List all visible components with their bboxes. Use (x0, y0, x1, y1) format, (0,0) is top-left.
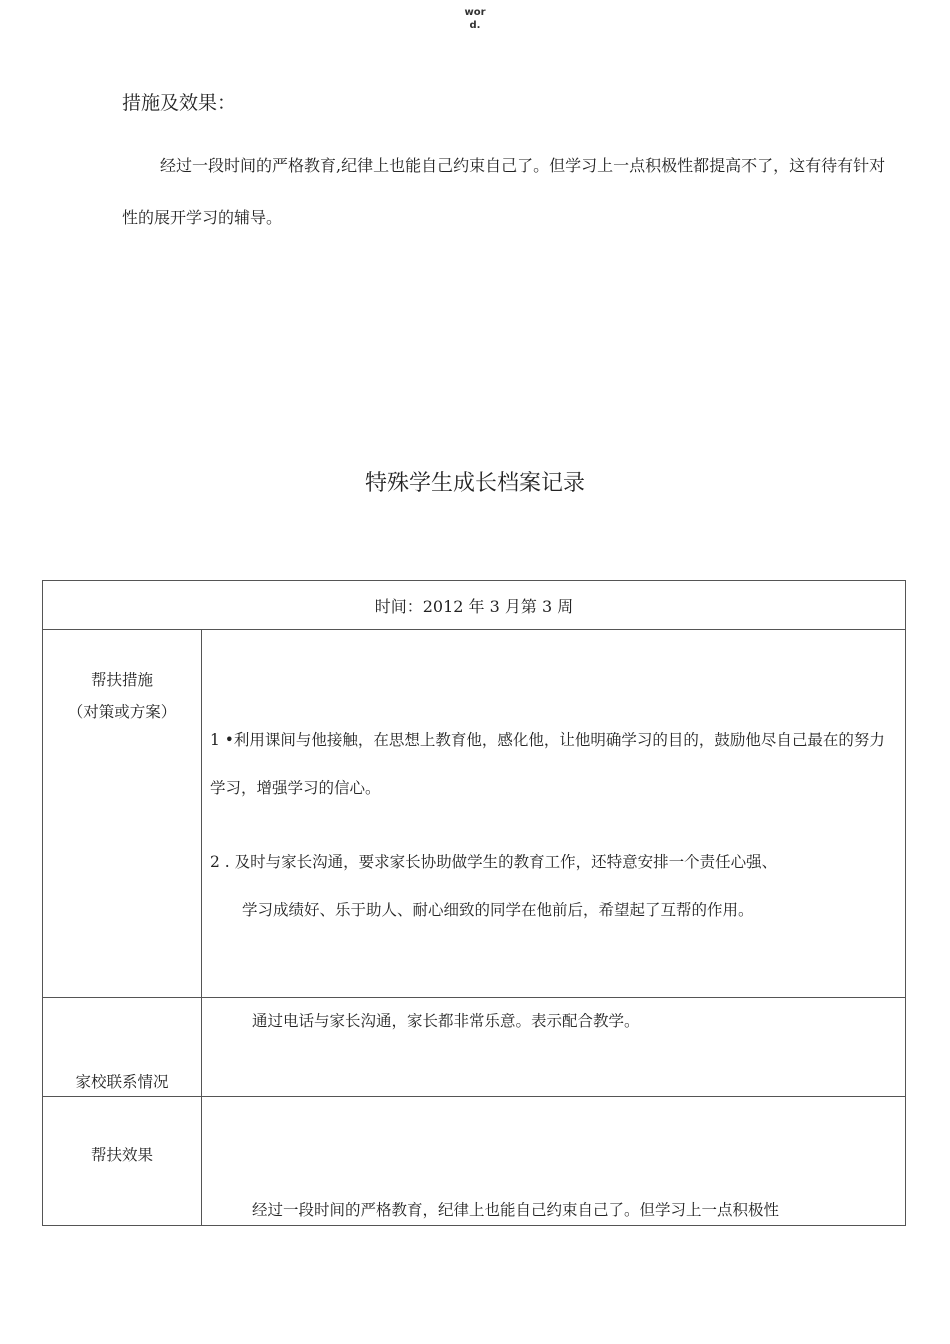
contact-label-cell (43, 998, 202, 1097)
measure-item-1: 1 •利用课间与他接触，在思想上教育他，感化他，让他明确学习的目的，鼓励他尽自己最在的努力学习，增强学习的信心。 (210, 731, 885, 797)
measure-item-2-line2: 学习成绩好、乐于助人、耐心细致的同学在他前后，希望起了互帮的作用。 (242, 901, 754, 919)
document-title: 特殊学生成长档案记录 (364, 471, 585, 496)
effect-row (43, 1097, 906, 1226)
section-paragraph: 经过一段时间的严格教育,纪律上也能自己约束自己了。但学习上一点积极性都提高不了，这有待有针对性的展开学习的辅导。 (122, 156, 886, 227)
record-table (42, 580, 906, 1226)
section-title: 措施及效果： (122, 92, 237, 114)
measure-item-2 (210, 838, 897, 934)
contact-label: 家校联系情况 (75, 1073, 169, 1091)
header-line-1: wor (464, 7, 486, 18)
effect-label: 帮扶效果 (90, 1146, 153, 1164)
help-measures-label-line1: 帮扶措施 (90, 671, 153, 689)
effect-content: 经过一段时间的严格教育，纪律上也能自己约束自己了。但学习上一点积极性 (202, 1097, 906, 1226)
time-cell: 时间：2012 年 3 月第 3 周 (43, 581, 906, 630)
effect-label-cell (43, 1097, 202, 1226)
help-measures-label (43, 630, 202, 998)
time-row (43, 581, 906, 630)
contact-row (43, 998, 906, 1097)
header-watermark (0, 6, 950, 32)
contact-content: 通过电话与家长沟通，家长都非常乐意。表示配合教学。 (202, 998, 906, 1097)
measure-item-2-line1: 2 . 及时与家长沟通，要求家长协助做学生的教育工作，还特意安排一个责任心强、 (210, 853, 778, 871)
header-line-2: d. (469, 20, 481, 31)
help-measures-content (202, 630, 906, 998)
help-measures-label-line2: （对策或方案） (67, 703, 177, 721)
help-measures-row (43, 630, 906, 998)
